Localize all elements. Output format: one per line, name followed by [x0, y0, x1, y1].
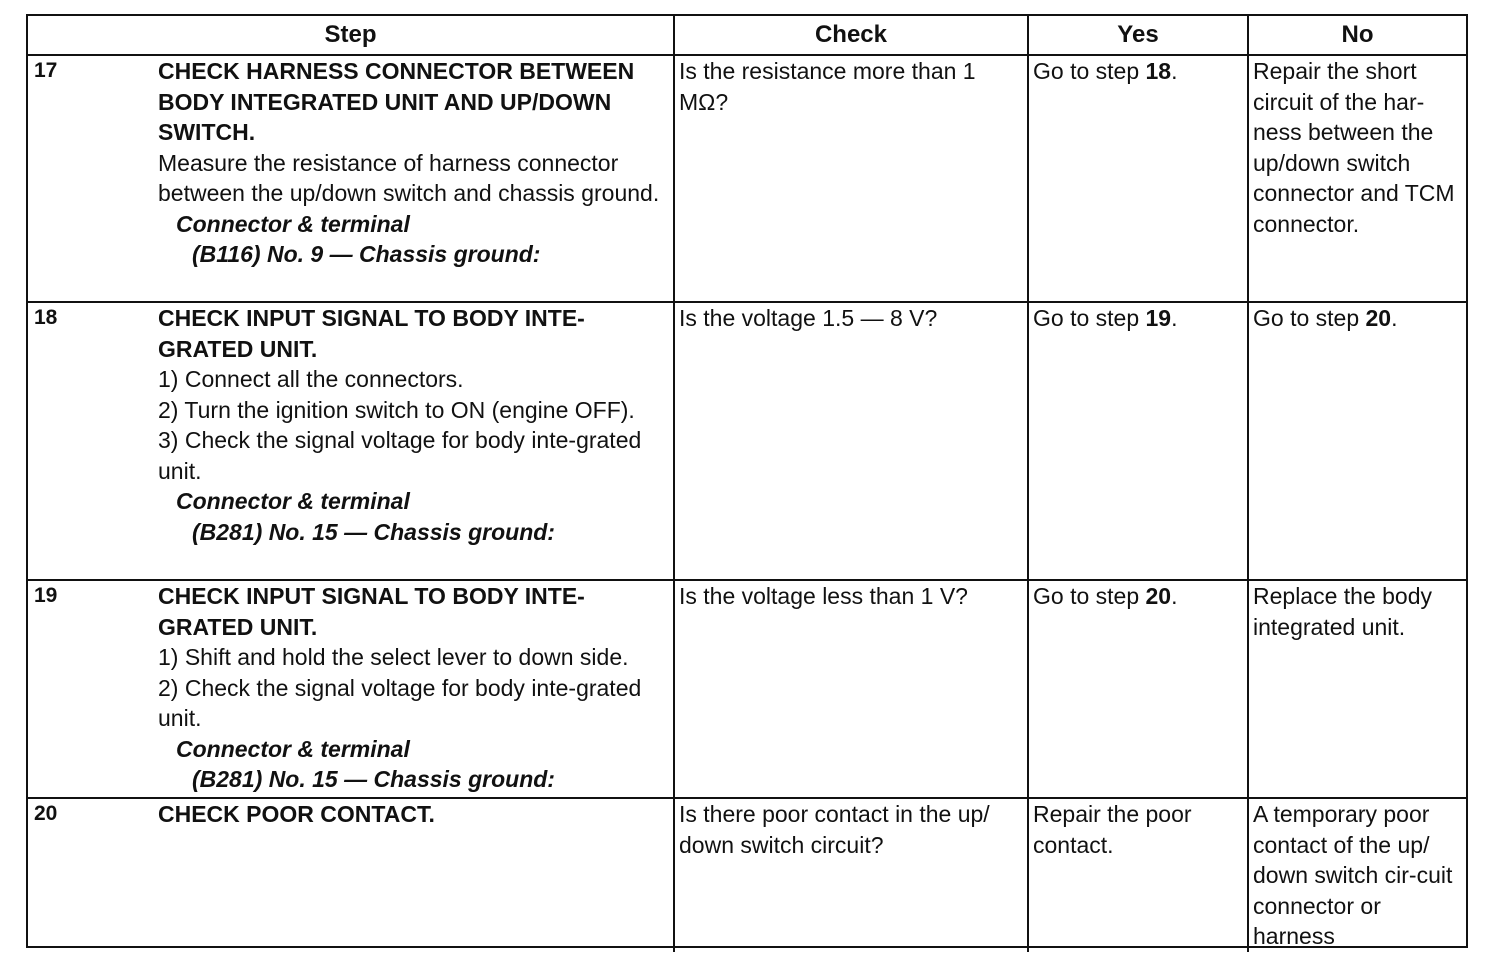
yes-suffix: .	[1171, 305, 1178, 331]
step-number: 18	[34, 306, 58, 329]
yes-cell: Repair the poor contact.	[1028, 798, 1248, 952]
no-text: Go to step	[1253, 305, 1366, 331]
yes-cell	[1028, 580, 1248, 798]
yes-step-ref: 20	[1145, 583, 1172, 609]
step-title: CHECK HARNESS CONNECTOR BETWEEN BODY INTEGRATED UNIT AND UP/DOWN SWITCH.	[158, 58, 635, 145]
yes-suffix: .	[1171, 58, 1178, 84]
diagnostic-table	[28, 16, 1466, 952]
step-cell	[28, 798, 674, 952]
connector-value: (B281) No. 15 — Chassis ground:	[192, 518, 555, 545]
check-cell: Is there poor contact in the up/ down switch circuit?	[674, 798, 1028, 952]
table-row-step-20	[28, 798, 1466, 952]
connector-value: (B281) No. 15 — Chassis ground:	[192, 766, 555, 792]
no-suffix: .	[1391, 305, 1398, 331]
no-cell: Repair the short circuit of the har-ness between the up/down switch connector and TCM connector.	[1248, 55, 1466, 302]
step-instruction: 3) Check the signal voltage for body inte-grated unit.	[158, 427, 642, 484]
header-yes: Yes	[1028, 16, 1248, 55]
no-cell: A temporary poor contact of the up/ down switch cir-cuit connector or harness	[1248, 798, 1466, 952]
check-cell: Is the voltage less than 1 V?	[674, 580, 1028, 798]
step-number: 17	[34, 59, 58, 82]
no-step-ref: 20	[1365, 305, 1392, 331]
step-cell	[28, 55, 674, 302]
step-instruction: 1) Connect all the connectors.	[158, 366, 464, 392]
yes-cell	[1028, 55, 1248, 302]
table-header-row	[28, 16, 1466, 55]
step-number: 19	[34, 584, 58, 607]
step-number: 20	[34, 802, 58, 825]
diagnostic-table-page	[26, 14, 1468, 948]
step-title: CHECK INPUT SIGNAL TO BODY INTE-GRATED UNIT.	[158, 583, 585, 640]
step-instruction: 2) Check the signal voltage for body inte-grated unit.	[158, 674, 642, 731]
yes-text: Go to step	[1033, 305, 1146, 331]
no-cell	[1248, 302, 1466, 580]
table-row-step-17	[28, 55, 1466, 302]
yes-step-ref: 19	[1145, 305, 1172, 331]
step-instruction: 1) Shift and hold the select lever to down side.	[158, 644, 629, 670]
yes-suffix: .	[1171, 583, 1178, 609]
connector-label: Connector & terminal	[176, 488, 410, 514]
connector-value: (B116) No. 9 — Chassis ground:	[192, 241, 541, 267]
header-no: No	[1248, 16, 1466, 55]
yes-step-ref: 18	[1145, 58, 1172, 84]
step-title: CHECK POOR CONTACT.	[158, 801, 435, 827]
yes-text: Go to step	[1033, 583, 1146, 609]
yes-cell	[1028, 302, 1248, 580]
connector-label: Connector & terminal	[176, 210, 410, 237]
yes-text: Go to step	[1033, 58, 1146, 84]
connector-label: Connector & terminal	[176, 735, 410, 762]
table-row-step-19	[28, 580, 1466, 798]
table-row-step-18	[28, 302, 1466, 580]
step-cell	[28, 580, 674, 798]
step-title: CHECK INPUT SIGNAL TO BODY INTE-GRATED UNIT.	[158, 305, 585, 362]
step-instruction: Measure the resistance of harness connector between the up/down switch and chassis ground.	[158, 149, 660, 206]
check-cell: Is the resistance more than 1 MΩ?	[674, 55, 1028, 302]
header-step: Step	[28, 16, 674, 55]
header-check: Check	[674, 16, 1028, 55]
step-cell	[28, 302, 674, 580]
step-instruction: 2) Turn the ignition switch to ON (engine OFF).	[158, 396, 635, 423]
check-cell: Is the voltage 1.5 — 8 V?	[674, 302, 1028, 580]
no-cell: Replace the body integrated unit.	[1248, 580, 1466, 798]
